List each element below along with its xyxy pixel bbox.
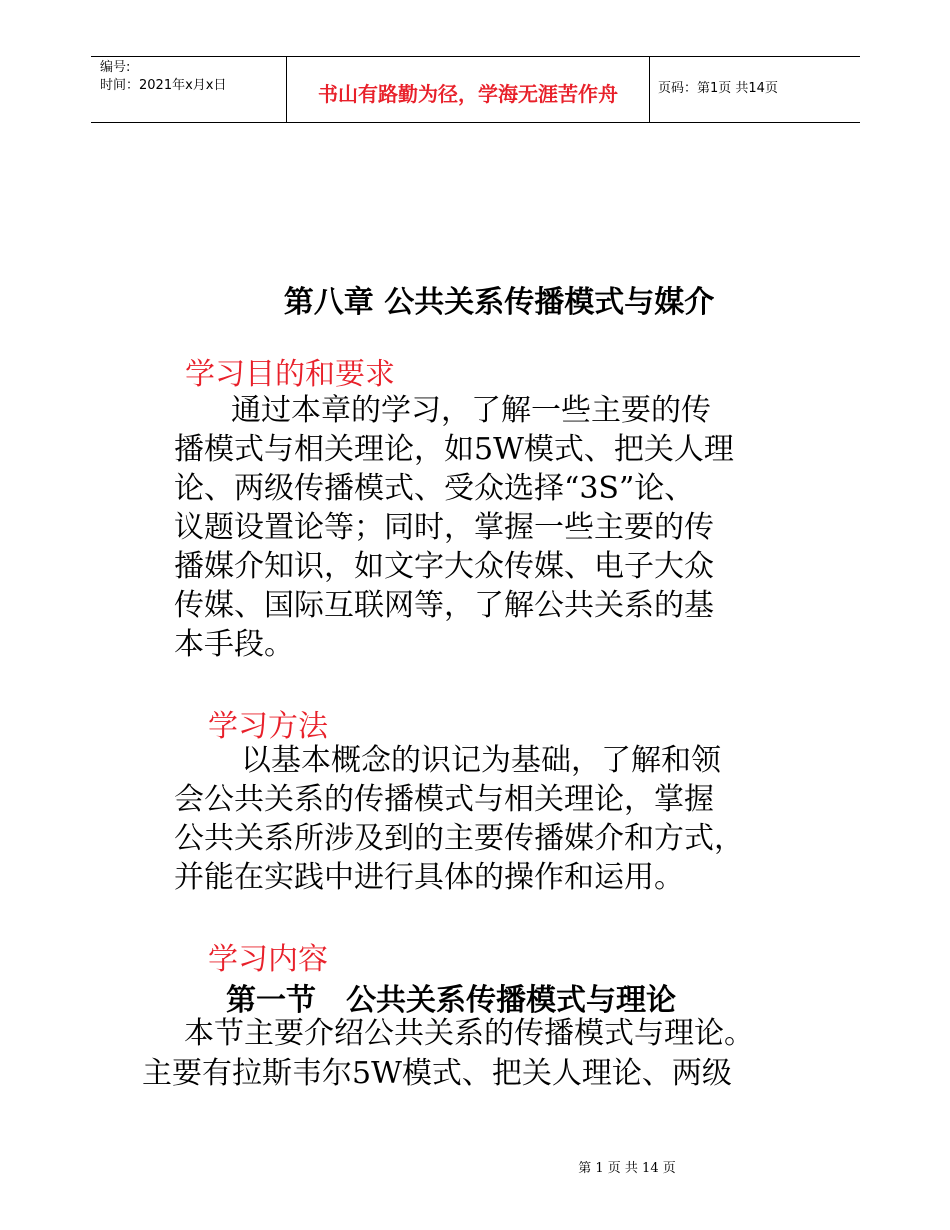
header-bottom-border	[91, 122, 860, 123]
objectives-line: 议题设置论等；同时，掌握一些主要的传	[174, 510, 714, 545]
method-heading: 学习方法	[208, 709, 328, 744]
chapter-title: 第八章 公共关系传播模式与媒介	[283, 285, 715, 320]
method-line: 以基本概念的识记为基础，了解和领	[241, 743, 721, 778]
objectives-line: 播模式与相关理论，如5W模式、把关人理	[174, 432, 734, 467]
header-top-border	[91, 56, 860, 57]
content-line: 本节主要介绍公共关系的传播模式与理论。	[184, 1016, 754, 1051]
content-heading: 学习内容	[208, 942, 328, 977]
objectives-line: 传媒、国际互联网等，了解公共关系的基	[174, 588, 714, 623]
header-divider-right	[649, 56, 650, 122]
time-label: 时间：2021年x月x日	[100, 78, 227, 93]
doc-number-label: 编号:	[100, 60, 131, 75]
method-line: 并能在实践中进行具体的操作和运用。	[174, 860, 684, 895]
content-line: 主要有拉斯韦尔5W模式、把关人理论、两级	[142, 1056, 732, 1091]
footer-page-number: 第 1 页 共 14 页	[578, 1161, 676, 1176]
objectives-line: 论、两级传播模式、受众选择“3S”论、	[174, 471, 695, 506]
objectives-line: 播媒介知识，如文字大众传媒、电子大众	[174, 549, 714, 584]
objectives-line: 通过本章的学习，了解一些主要的传	[231, 393, 711, 428]
header-page-info: 页码：第1页 共14页	[658, 81, 778, 96]
section-title: 第一节 公共关系传播模式与理论	[226, 983, 676, 1018]
header-motto: 书山有路勤为径，学海无涯苦作舟	[318, 82, 618, 106]
objectives-heading: 学习目的和要求	[185, 357, 395, 392]
method-line: 公共关系所涉及到的主要传播媒介和方式，	[174, 821, 744, 856]
method-line: 会公共关系的传播模式与相关理论，掌握	[174, 782, 714, 817]
objectives-line: 本手段。	[174, 627, 294, 662]
